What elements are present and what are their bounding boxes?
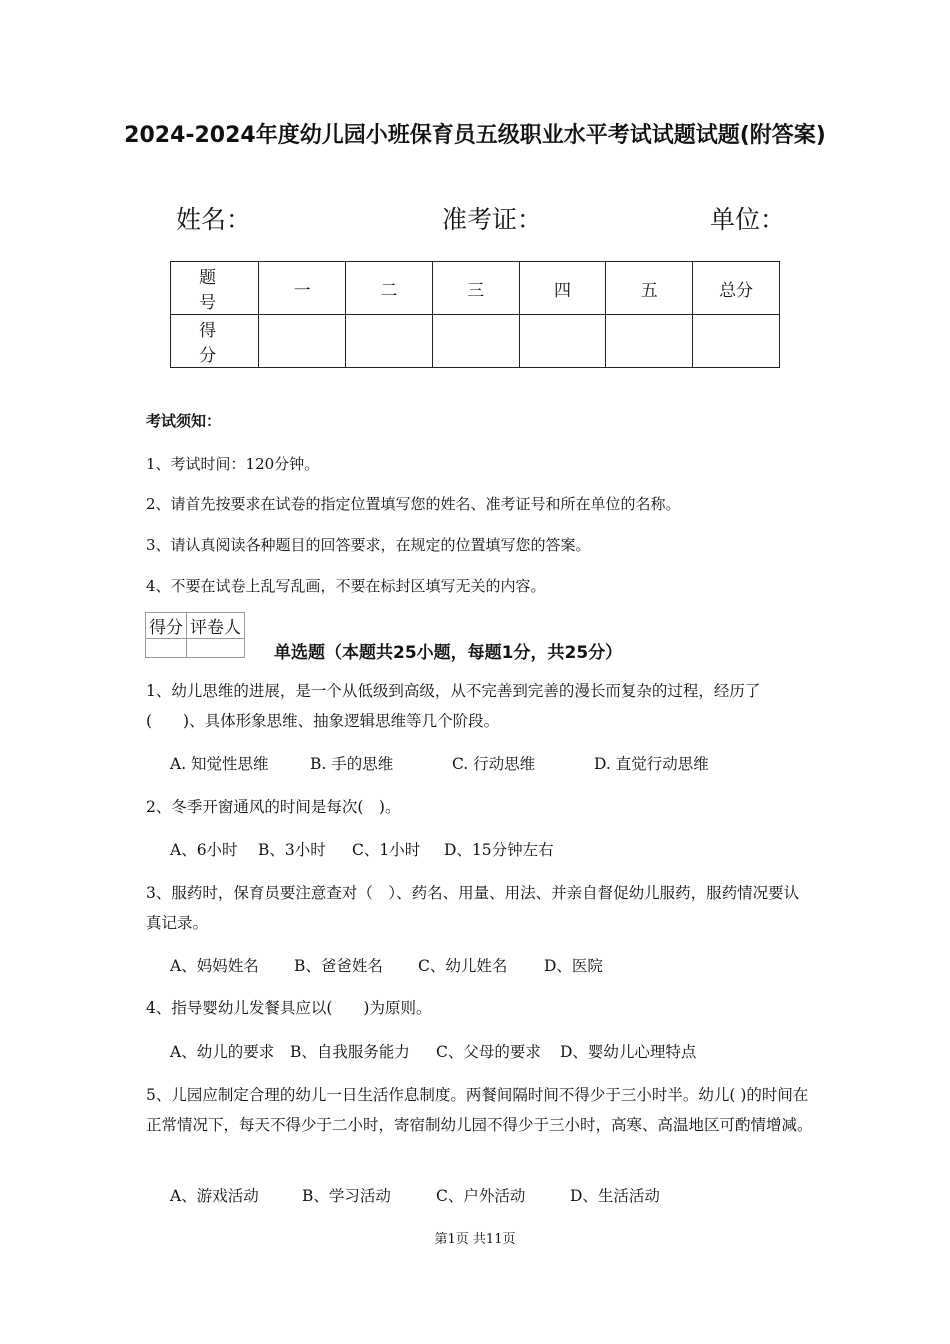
grader-score-cell[interactable] [146,639,187,658]
score-header-cell: 总分 [693,262,780,315]
option[interactable]: B、爸爸姓名 [294,957,383,975]
score-header-cell: 五 [606,262,693,315]
option[interactable]: D、婴幼儿心理特点 [560,1043,697,1061]
section-title: 单选题（本题共25小题，每题1分，共25分） [274,643,623,663]
question-3-options [170,954,603,976]
score-table-header-row [171,262,780,315]
option[interactable]: D、15分钟左右 [444,841,554,859]
option[interactable]: B、学习活动 [302,1187,391,1205]
question-4: 4、指导婴幼儿发餐具应以( )为原则。 [146,999,432,1017]
option[interactable]: C、幼儿姓名 [418,957,508,975]
option[interactable]: D、医院 [544,957,603,975]
option[interactable]: A. 知觉性思维 [170,755,269,773]
score-cell[interactable] [346,315,433,368]
score-cell[interactable] [519,315,606,368]
score-table [170,261,780,368]
option[interactable]: C、1小时 [352,841,421,859]
score-cell[interactable] [432,315,519,368]
score-table-score-row [171,315,780,368]
score-header-cell: 三 [432,262,519,315]
question-1-options [170,752,709,774]
option[interactable]: D. 直觉行动思维 [594,755,709,773]
option[interactable]: B. 手的思维 [310,755,394,773]
question-5: 5、儿园应制定合理的幼儿一日生活作息制度。两餐间隔时间不得少于三小时半。幼儿( )的时间在正常情况下，每天不得少于二小时，寄宿制幼儿园不得少于三小时，高寒、高温地区可酌情增减。 [146,1086,813,1134]
grader-box [145,612,245,658]
notice-title: 考试须知： [146,412,222,430]
grader-score-label: 得分 [146,613,187,639]
page-footer: 第1页 共11页 [434,1232,516,1247]
name-field-label: 姓名： [176,205,252,234]
question-2-options [170,838,554,860]
notice-item: 2、请首先按要求在试卷的指定位置填写您的姓名、准考证号和所在单位的名称。 [146,495,681,513]
grader-reviewer-label: 评卷人 [187,613,245,639]
option[interactable]: B、3小时 [258,841,326,859]
question-1: 1、幼儿思维的进展，是一个从低级到高级，从不完善到完善的漫长而复杂的过程，经历了( )、具体形象思维、抽象逻辑思维等几个阶段。 [146,682,761,730]
question-5-options [170,1184,660,1206]
score-header-cell: 二 [346,262,433,315]
score-header-cell: 四 [519,262,606,315]
question-4-options [170,1040,696,1062]
grader-reviewer-cell[interactable] [187,639,245,658]
option[interactable]: B、自我服务能力 [290,1043,410,1061]
option[interactable]: C. 行动思维 [452,755,536,773]
document-title: 2024-2024年度幼儿园小班保育员五级职业水平考试试题试题(附答案) [124,123,826,148]
score-cell[interactable] [693,315,780,368]
option[interactable]: A、游戏活动 [170,1187,259,1205]
option[interactable]: A、妈妈姓名 [170,957,259,975]
option[interactable]: C、父母的要求 [436,1043,541,1061]
score-header-cell: 题 号 [171,262,259,315]
option[interactable]: A、6小时 [170,841,238,859]
unit-field-label: 单位： [710,205,786,234]
option[interactable]: C、户外活动 [436,1187,526,1205]
score-cell[interactable] [259,315,346,368]
option[interactable]: D、生活活动 [570,1187,660,1205]
question-2: 2、冬季开窗通风的时间是每次( )。 [146,798,401,816]
score-header-cell: 一 [259,262,346,315]
question-3: 3、服药时，保育员要注意查对（ ）、药名、用量、用法、并亲自督促幼儿服药，服药情况要认真记录。 [146,884,800,932]
exam-id-field-label: 准考证： [442,205,543,234]
score-row-label: 得 分 [171,315,259,368]
notice-item: 3、请认真阅读各种题目的回答要求，在规定的位置填写您的答案。 [146,536,591,554]
notice-item: 1、考试时间：120分钟。 [146,455,320,473]
score-cell[interactable] [606,315,693,368]
option[interactable]: A、幼儿的要求 [170,1043,275,1061]
notice-item: 4、不要在试卷上乱写乱画，不要在标封区填写无关的内容。 [146,577,546,595]
